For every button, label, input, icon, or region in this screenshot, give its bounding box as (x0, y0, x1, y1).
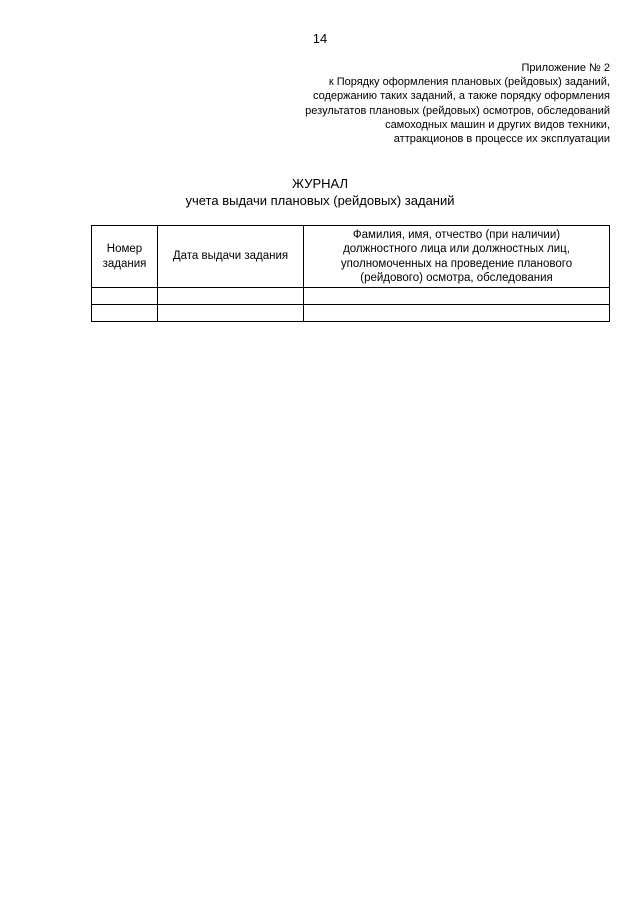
appendix-line: Приложение № 2 (521, 62, 610, 74)
appendix-line: самоходных машин и других видов техники, (385, 118, 610, 131)
header-task-number (92, 226, 158, 288)
header-issue-date (158, 226, 304, 288)
appendix-line: результатов плановых (рейдовых) осмотров, обследований (305, 104, 610, 117)
table-cell (158, 305, 304, 322)
appendix-line: содержанию таких заданий, а также порядку оформления (312, 90, 610, 103)
table-cell (304, 305, 610, 322)
header-text: уполномоченных на проведение планового (340, 257, 573, 270)
appendix-header (305, 61, 610, 146)
appendix-line: аттракционов в процессе их эксплуатации (393, 133, 610, 146)
table-header-row (92, 226, 610, 288)
journal-subtitle: учета выдачи плановых (рейдовых) заданий (185, 193, 455, 208)
header-text: Фамилия, имя, отчество (при наличии) (352, 228, 561, 241)
table-cell (92, 288, 158, 305)
table-cell (158, 288, 304, 305)
appendix-line: к Порядку оформления плановых (рейдовых) заданий, (328, 76, 610, 89)
header-official-name (304, 226, 610, 288)
page-number: 14 (312, 31, 328, 46)
header-text: задания (102, 257, 147, 270)
table-cell (304, 288, 610, 305)
table-row (92, 288, 610, 305)
header-text: (рейдового) осмотра, обследования (360, 272, 553, 284)
table-row (92, 305, 610, 322)
journal-table (91, 225, 610, 322)
table-cell (92, 305, 158, 322)
header-text: Номер (106, 243, 143, 255)
header-text: должностного лица или должностных лиц, (343, 243, 570, 255)
journal-title: ЖУРНАЛ (291, 176, 349, 191)
header-text: Дата выдачи задания (172, 250, 289, 263)
